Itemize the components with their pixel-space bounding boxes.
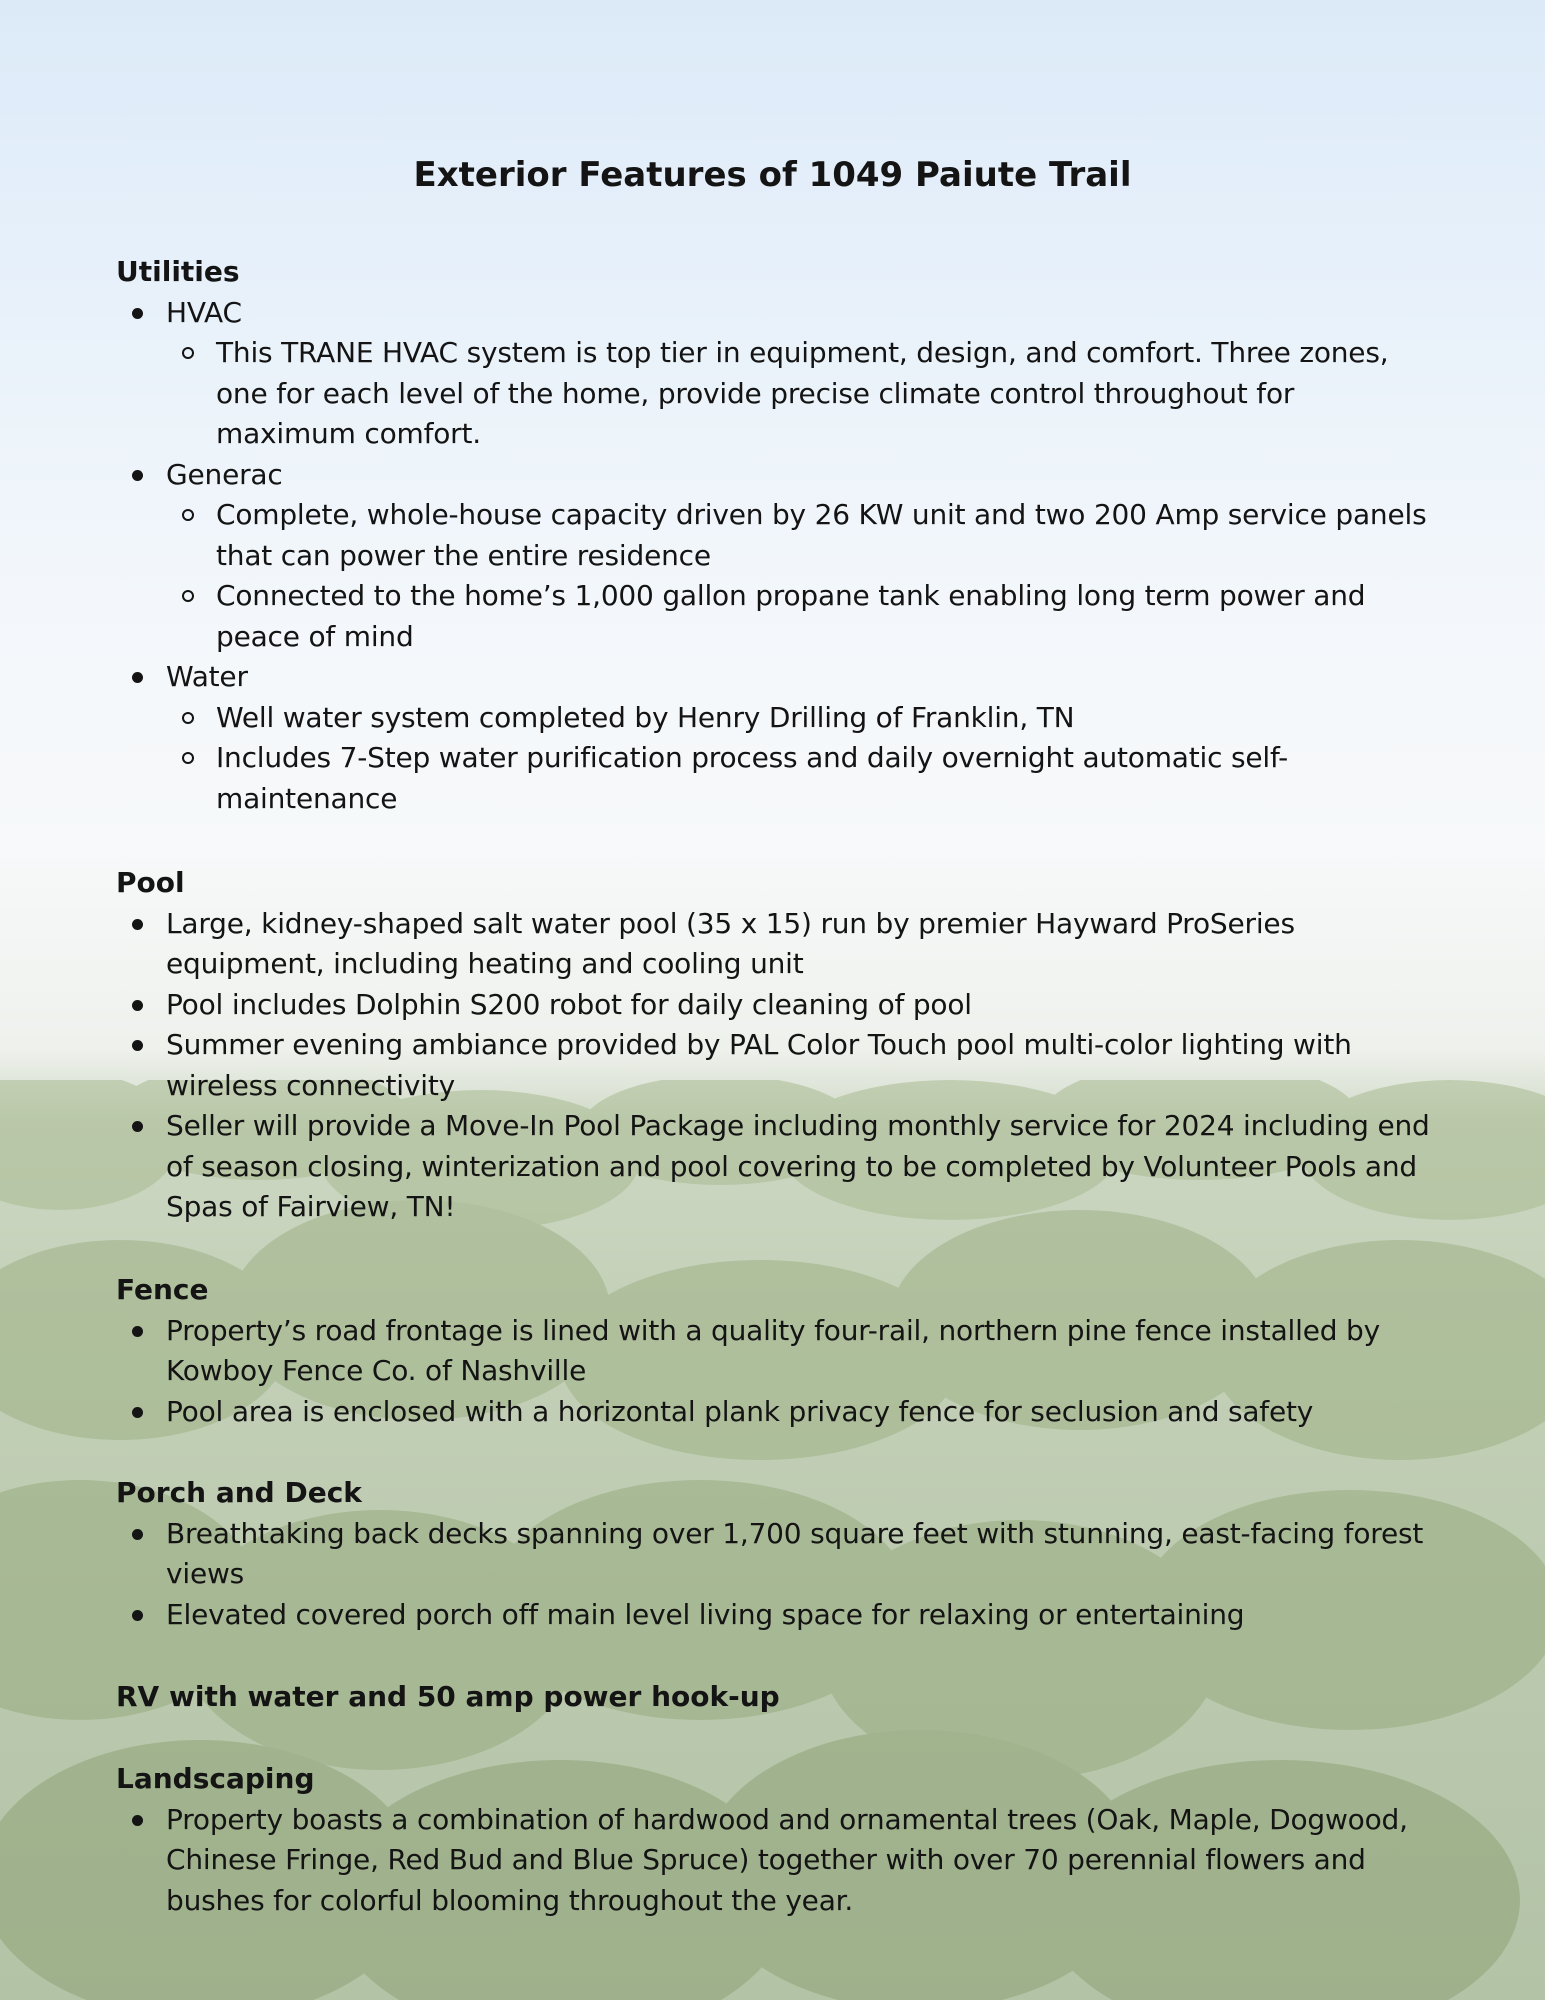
fence-list [116, 1311, 1436, 1433]
list-item [116, 1514, 1436, 1595]
list-item-text: Pool includes Dolphin S200 robot for daily cleaning of pool [166, 987, 972, 1021]
list-item-text: Well water system completed by Henry Drilling of Franklin, TN [216, 700, 1075, 734]
list-item-text: Summer evening ambiance provided by PAL Color Touch pool multi-color lighting with wireless connectivity [166, 1028, 1352, 1102]
landscaping-list [116, 1800, 1436, 1922]
list-item [116, 1595, 1436, 1636]
list-item [116, 1106, 1436, 1228]
list-item-label: Generac [166, 457, 283, 491]
bullet-icon [132, 1326, 143, 1337]
bullet-icon [132, 1000, 143, 1011]
list-item [166, 698, 1436, 739]
sub-bullet-icon [182, 752, 194, 764]
section-landscaping [116, 1759, 1436, 1921]
list-item [116, 1025, 1436, 1106]
list-item-generac [116, 455, 1436, 658]
pool-list [116, 904, 1436, 1228]
list-item-water [116, 657, 1436, 819]
bullet-icon [132, 1815, 143, 1826]
list-item-label: Water [166, 660, 248, 693]
list-item [166, 333, 1436, 455]
section-heading-rv: RV with water and 50 amp power hook-up [116, 1680, 780, 1713]
section-heading-landscaping: Landscaping [116, 1762, 315, 1795]
bullet-icon [132, 308, 143, 319]
sub-bullet-icon [182, 509, 194, 521]
section-heading-utilities: Utilities [116, 255, 240, 288]
porch-deck-list [116, 1514, 1436, 1636]
list-item-text: Pool area is enclosed with a horizontal plank privacy fence for seclusion and safety [166, 1394, 1314, 1428]
page-title: Exterior Features of 1049 Paiute Trail [413, 155, 1132, 195]
hvac-details [166, 333, 1436, 455]
section-heading-pool: Pool [116, 866, 185, 899]
bullet-icon [132, 470, 143, 481]
section-rv [116, 1677, 1436, 1718]
list-item-text: This TRANE HVAC system is top tier in equipment, design, and comfort. Three zones, one for each level of the home, provide precise climate control throughout for maximum comfort. [216, 336, 1389, 450]
bullet-icon [132, 1121, 143, 1132]
section-heading-fence: Fence [116, 1273, 209, 1306]
list-item [116, 985, 1436, 1026]
list-item [166, 576, 1436, 657]
list-item-label: HVAC [166, 295, 242, 329]
list-item [116, 1800, 1436, 1922]
list-item-text: Connected to the home’s 1,000 gallon propane tank enabling long term power and peace of mind [216, 579, 1366, 653]
section-fence [116, 1270, 1436, 1432]
utilities-list [116, 293, 1436, 820]
generac-details [166, 495, 1436, 657]
sub-bullet-icon [182, 590, 194, 602]
section-heading-porch-and-deck: Porch and Deck [116, 1476, 362, 1509]
bullet-icon [132, 1040, 143, 1051]
bullet-icon [132, 1529, 143, 1540]
list-item-text: Includes 7-Step water purification process and daily overnight automatic self-maintenance [216, 741, 1289, 815]
sub-bullet-icon [182, 347, 194, 359]
list-item-text: Seller will provide a Move-In Pool Package including monthly service for 2024 including end of season closing, winterization and pool covering to be completed by Volunteer Pools and Spas of Fairview, TN! [166, 1109, 1430, 1223]
sub-bullet-icon [182, 712, 194, 724]
bullet-icon [132, 1407, 143, 1418]
list-item-text: Property boasts a combination of hardwood and ornamental trees (Oak, Maple, Dogwood, Chinese Fringe, Red Bud and Blue Spruce) together with over 70 perennial flowers and bushes for colorful blooming throughout the year. [166, 1802, 1408, 1917]
list-item [116, 1311, 1436, 1392]
list-item [166, 495, 1436, 576]
list-item-text: Complete, whole-house capacity driven by 26 KW unit and two 200 Amp service panels that can power the entire residence [216, 498, 1427, 572]
bullet-icon [132, 1610, 143, 1621]
water-details [166, 698, 1436, 820]
list-item-text: Breathtaking back decks spanning over 1,700 square feet with stunning, east-facing forest views [166, 1516, 1424, 1590]
section-porch-and-deck [116, 1473, 1436, 1635]
list-item-text: Property’s road frontage is lined with a quality four-rail, northern pine fence installed by Kowboy Fence Co. of Nashville [166, 1313, 1380, 1387]
section-utilities [116, 252, 1436, 819]
bullet-icon [132, 919, 143, 930]
list-item-text: Large, kidney-shaped salt water pool (35 x 15) run by premier Hayward ProSeries equipment, including heating and cooling unit [166, 906, 1295, 980]
bullet-icon [132, 672, 143, 683]
list-item [116, 1392, 1436, 1433]
list-item [166, 738, 1436, 819]
list-item-hvac [116, 293, 1436, 455]
section-pool [116, 863, 1436, 1228]
list-item-text: Elevated covered porch off main level living space for relaxing or entertaining [166, 1597, 1245, 1631]
list-item [116, 904, 1436, 985]
